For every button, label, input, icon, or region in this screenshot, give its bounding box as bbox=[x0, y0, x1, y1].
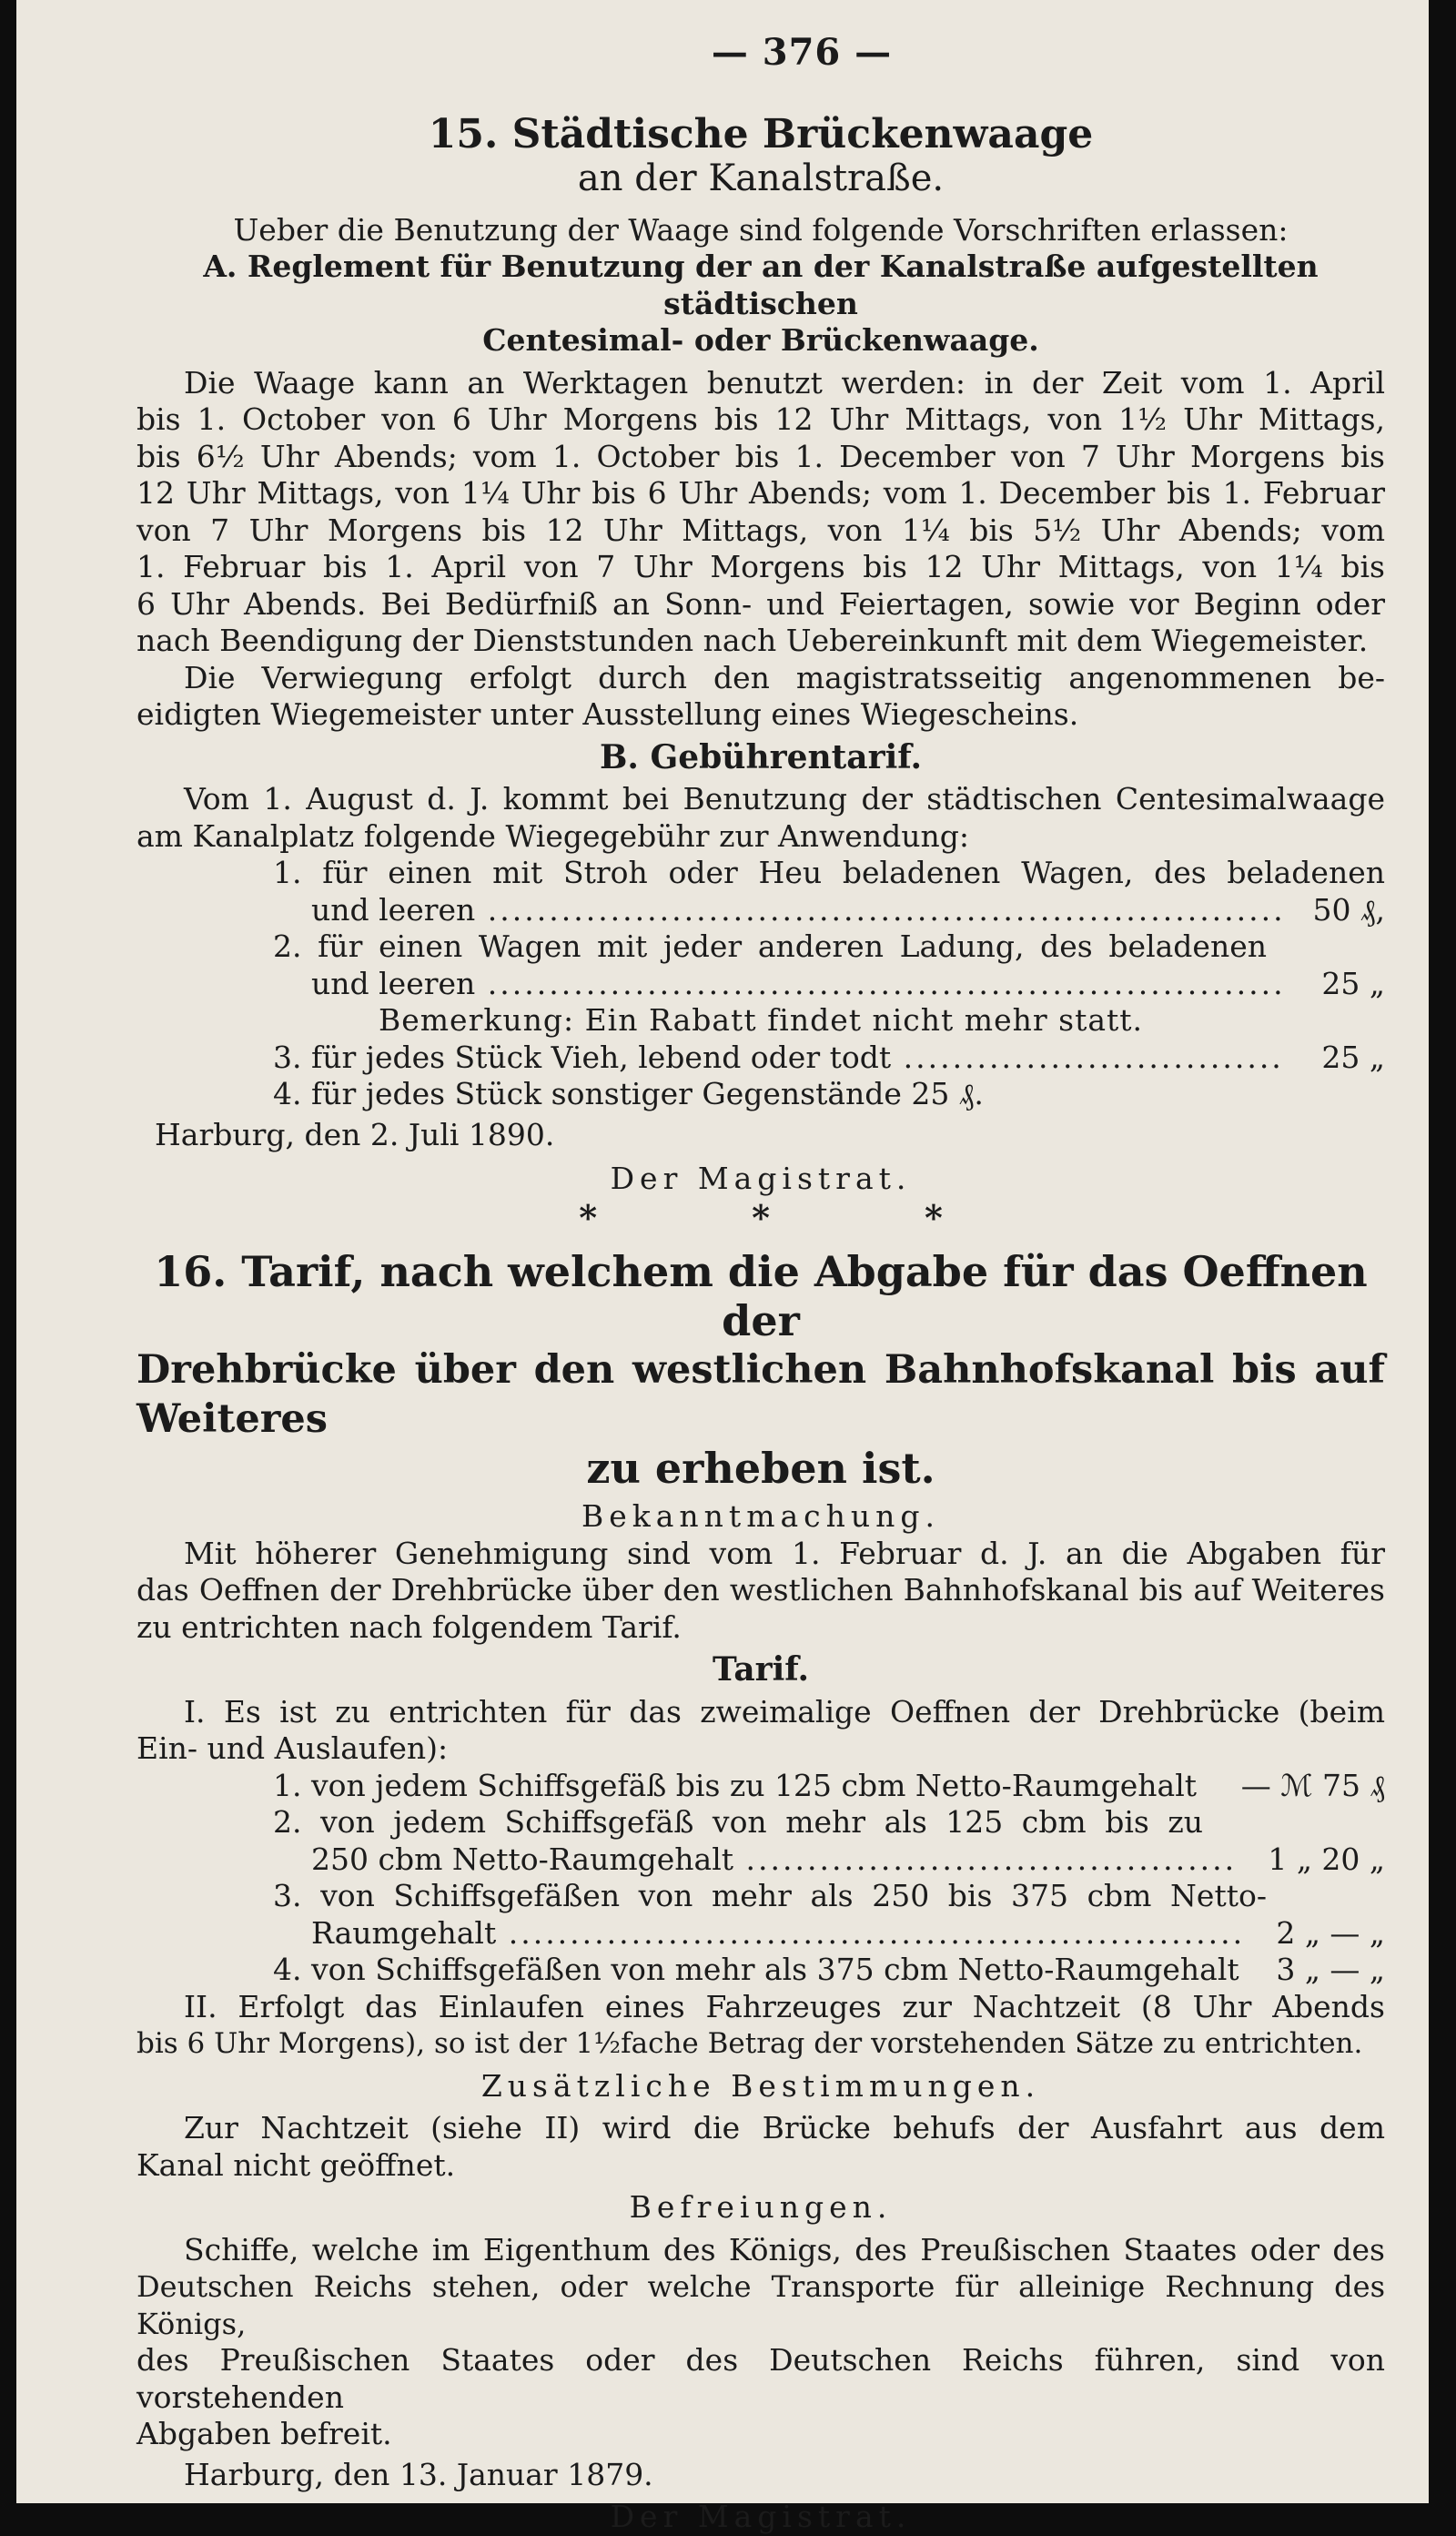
tariff-item-1 bbox=[136, 1768, 1385, 1805]
fee-item-1 bbox=[136, 855, 1385, 928]
text-line: Deutschen Reichs stehen, oder welche Transporte für alleinige Rechnung des Königs, bbox=[136, 2269, 1385, 2341]
text-line: bis 6 Uhr Morgens), so ist der 1½fache Betrag der vorstehenden Sätze zu entrichten. bbox=[136, 2027, 1363, 2060]
regulation-a-heading-cont: Centesimal- oder Brückenwaage. bbox=[482, 322, 1039, 358]
text-line: zu entrichten nach folgendem Tarif. bbox=[136, 1608, 682, 1645]
fee-item-text-cont: und leeren ..... bbox=[311, 892, 1285, 929]
tariff-amount: 3 „ — „ bbox=[1276, 1952, 1385, 1987]
text-line: 6 Uhr Abends. Bei Bedürfniß an Sonn- und Feiertagen, sowie vor Beginn oder bbox=[136, 585, 1385, 622]
section-15-signature: Der Magistrat. bbox=[610, 1161, 912, 1196]
regulation-a-heading: A. Reglement für Benutzung der an der Kanalstraße aufgestellten städtischen bbox=[203, 249, 1319, 321]
tariff-item-text: 2. von jedem Schiffsgefäß von mehr als 125 cbm bis zu bbox=[273, 1804, 1203, 1840]
fee-amount: 25 „ bbox=[1321, 965, 1385, 1001]
tariff-item-text: 4. von Schiffsgefäßen von mehr als 375 cbm Netto-Raumgehalt bbox=[273, 1952, 1239, 1987]
exemptions-heading: Befreiungen. bbox=[629, 2189, 893, 2225]
text-line: das Oeffnen der Drehbrücke über den westlichen Bahnhofskanal bis auf Weiteres bbox=[136, 1572, 1385, 1608]
text-line: Kanal nicht geöffnet. bbox=[136, 2146, 456, 2183]
regulation-a-paragraph-1 bbox=[136, 365, 1385, 660]
text-line: bis 6½ Uhr Abends; vom 1. October bis 1. December von 7 Uhr Morgens bis bbox=[136, 438, 1385, 474]
text-line: I. Es ist zu entrichten für das zweimalige Oeffnen der Drehbrücke (beim bbox=[184, 1693, 1385, 1730]
section-separator bbox=[136, 1196, 1385, 1238]
additional-provisions-paragraph bbox=[136, 2110, 1385, 2184]
separator-star: * bbox=[579, 1196, 598, 1238]
title-line: zu erheben ist. bbox=[586, 1444, 935, 1493]
section-16-title bbox=[136, 1247, 1385, 1493]
document-page bbox=[16, 0, 1429, 2534]
text-line: Schiffe, welche im Eigenthum des Königs, des Preußischen Staates oder des bbox=[184, 2231, 1385, 2267]
text-line: 12 Uhr Mittags, von 1¼ Uhr bis 6 Uhr Abends; vom 1. December bis 1. Februar bbox=[136, 475, 1385, 511]
tariff-amount: 2 „ — „ bbox=[1276, 1914, 1385, 1951]
additional-provisions-heading: Zusätzliche Bestimmungen. bbox=[480, 2067, 1041, 2104]
title-line: 16. Tarif, nach welchem die Abgabe für das Oeffnen der bbox=[154, 1247, 1368, 1345]
text-line: eidigten Wiegemeister unter Ausstellung eines Wiegescheins. bbox=[136, 696, 1079, 732]
fee-schedule-b-heading: B. Gebührentarif. bbox=[599, 737, 923, 776]
fee-item-text: 3. für jedes Stück Vieh, lebend oder todt ..... bbox=[273, 1040, 1285, 1077]
tariff-amount: — ℳ 75 ₰ bbox=[1240, 1767, 1385, 1803]
fee-item-text: 1. für einen mit Stroh oder Heu beladenen Wagen, des beladenen bbox=[273, 855, 1385, 890]
section-16-date: Harburg, den 13. Januar 1879. bbox=[184, 2456, 653, 2492]
text-line: bis 1. October von 6 Uhr Morgens bis 12 Uhr Mittags, von 1½ Uhr Mittags, bbox=[136, 401, 1385, 437]
section-15-intro: Ueber die Benutzung der Waage sind folgende Vorschriften erlassen: bbox=[233, 211, 1289, 248]
text-line: II. Erfolgt das Einlaufen eines Fahrzeuges zur Nachtzeit (8 Uhr Abends bbox=[184, 1988, 1385, 2024]
text-line: Zur Nachtzeit (siehe II) wird die Brücke behufs der Ausfahrt aus dem bbox=[184, 2110, 1385, 2145]
section-15-date: Harburg, den 2. Juli 1890. bbox=[155, 1116, 555, 1152]
regulation-a-paragraph-2 bbox=[136, 660, 1385, 734]
separator-star: * bbox=[752, 1196, 770, 1238]
section-16 bbox=[136, 1247, 1385, 2536]
tariff-section-ii bbox=[136, 1989, 1385, 2063]
text-line: des Preußischen Staates oder des Deutschen Reichs führen, sind von vorstehenden bbox=[136, 2342, 1385, 2415]
tariff-item-4 bbox=[136, 1952, 1385, 1989]
fee-amount: 25 „ bbox=[1321, 1039, 1385, 1075]
fee-item-4: 4. für jedes Stück sonstiger Gegenstände 25 ₰. bbox=[273, 1076, 984, 1111]
text-line: am Kanalplatz folgende Wiegegebühr zur Anwendung: bbox=[136, 817, 969, 854]
text-line: Vom 1. August d. J. kommt bei Benutzung der städtischen Centesimalwaage bbox=[184, 781, 1385, 817]
text-line: Mit höherer Genehmigung sind vom 1. Februar d. J. an die Abgaben für bbox=[184, 1535, 1385, 1571]
tariff-item-3 bbox=[136, 1878, 1385, 1952]
section-15-subtitle: an der Kanalstraße. bbox=[577, 157, 945, 199]
announcement-paragraph bbox=[136, 1536, 1385, 1647]
fee-item-text: 2. für einen Wagen mit jeder anderen Ladung, des beladenen bbox=[273, 928, 1267, 964]
tariff-item-text-cont: 250 cbm Netto-Raumgehalt ..... bbox=[311, 1841, 1239, 1879]
title-line: Drehbrücke über den westlichen Bahnhofskanal bis auf Weiteres bbox=[136, 1347, 1385, 1442]
text-line: von 7 Uhr Morgens bis 12 Uhr Mittags, von 1¼ bis 5½ Uhr Abends; vom bbox=[136, 512, 1385, 548]
fee-intro-paragraph bbox=[136, 781, 1385, 855]
section-15-title: 15. Städtische Brückenwaage bbox=[428, 110, 1094, 157]
tariff-section-i bbox=[136, 1694, 1385, 1768]
fee-item-2 bbox=[136, 928, 1385, 1002]
fee-remark: Bemerkung: Ein Rabatt findet nicht mehr statt. bbox=[378, 1002, 1144, 1038]
separator-star: * bbox=[924, 1196, 943, 1238]
text-line: nach Beendigung der Dienststunden nach Uebereinkunft mit dem Wiegemeister. bbox=[136, 623, 1369, 658]
section-16-signature: Der Magistrat. bbox=[610, 2499, 912, 2534]
text-line: Ein- und Auslaufen): bbox=[136, 1730, 449, 1766]
fee-item-3 bbox=[136, 1040, 1385, 1077]
tariff-item-2 bbox=[136, 1804, 1385, 1878]
text-line: Die Waage kann an Werktagen benutzt werden: in der Zeit vom 1. April bbox=[184, 364, 1385, 401]
tariff-heading: Tarif. bbox=[712, 1650, 810, 1689]
text-line: Die Verwiegung erfolgt durch den magistratsseitig angenommenen be- bbox=[184, 659, 1385, 695]
section-15 bbox=[136, 112, 1385, 1198]
tariff-amount: 1 „ 20 „ bbox=[1268, 1841, 1385, 1877]
text-line: Abgaben befreit. bbox=[136, 2416, 392, 2451]
fee-item-text-cont: und leeren ..... bbox=[311, 966, 1285, 1003]
tariff-item-text-cont: Raumgehalt ..... bbox=[311, 1915, 1239, 1953]
announcement-heading: Bekanntmachung. bbox=[581, 1498, 941, 1534]
text-line: 1. Februar bis 1. April von 7 Uhr Morgens bis 12 Uhr Mittags, von 1¼ bis bbox=[136, 549, 1385, 584]
tariff-item-text: 3. von Schiffsgefäßen von mehr als 250 bis 375 cbm Netto- bbox=[273, 1878, 1267, 1913]
fee-amount: 50 ₰, bbox=[1312, 891, 1385, 928]
exemptions-paragraph bbox=[136, 2232, 1385, 2453]
tariff-item-text: 1. von jedem Schiffsgefäß bis zu 125 cbm Netto-Raumgehalt bbox=[273, 1767, 1198, 1803]
page-number: — 376 — bbox=[711, 31, 893, 74]
